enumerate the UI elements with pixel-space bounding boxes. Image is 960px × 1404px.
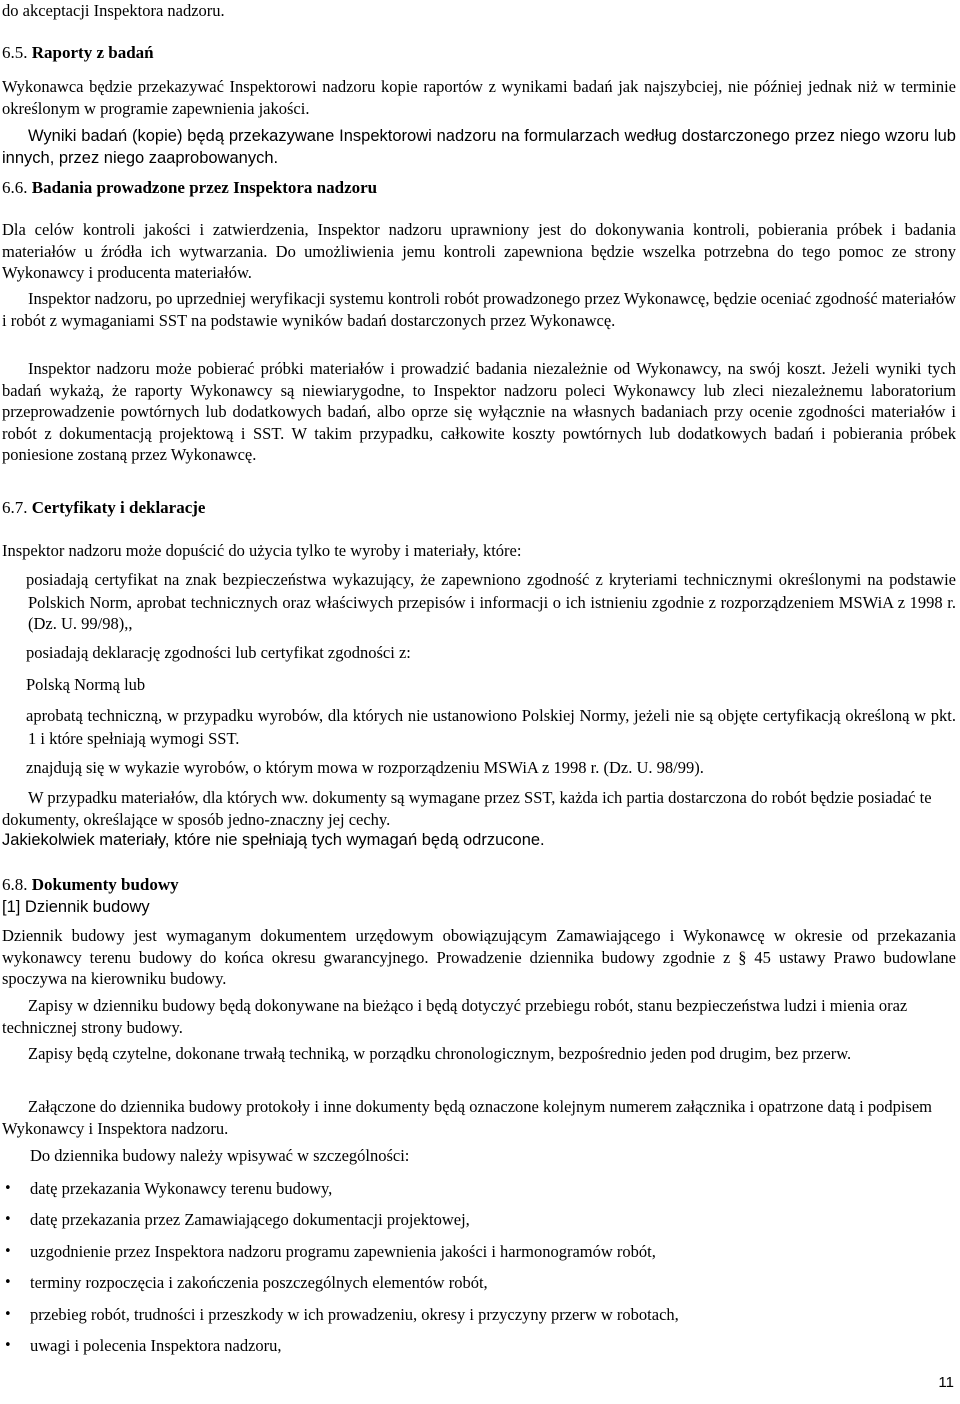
paragraph: Dziennik budowy jest wymaganym dokumentem urzędowym obowiązującym Zamawiającego i Wykonawcę w okresie od przekazania wykonawcy terenu budowy do końca okresu gwarancyjnego. Prowadzenie dziennika budowy zgodnie z § 45 ustawy Prawo budowlane spoczywa na kierowniku budowy. (2, 926, 956, 988)
list-item (2, 569, 956, 635)
bullet-text: uzgodnienie przez Inspektora nadzoru programu zapewnienia jakości i harmonogramów robót, (30, 1242, 656, 1261)
item-number (2, 643, 26, 665)
page-number: 11 (938, 1374, 954, 1391)
continuation-line: do akceptacji Inspektora nadzoru. (2, 1, 225, 20)
paragraph: Zapisy w dzienniku budowy będą dokonywane na bieżąco i będą dotyczyć przebiegu robót, stanu bezpieczeństwa ludzi i mienia oraz technicznej strony budowy. (2, 996, 908, 1037)
item-text: znajdują się w wykazie wyrobów, o którym mowa w rozporządzeniu MSWiA z 1998 r. (Dz. U. 98/99). (26, 758, 704, 777)
section-title: Dokumenty budowy (31, 875, 179, 894)
subheading: [1] Dziennik budowy (2, 898, 150, 916)
paragraph: Inspektor nadzoru może dopuścić do użycia tylko te wyroby i materiały, które: (2, 541, 522, 560)
list-item (2, 674, 956, 697)
item-text: posiadają deklarację zgodności lub certyfikat zgodności z: (26, 643, 411, 662)
list-item (2, 705, 956, 749)
item-number (2, 570, 26, 592)
section-number: 6.6. (2, 178, 28, 197)
bullet-text: datę przekazania przez Zamawiającego dokumentacji projektowej, (30, 1210, 470, 1229)
item-text: posiadają certyfikat na znak bezpieczeństwa wykazujący, że zapewniono zgodność z kryteriami technicznymi określonymi na podstawie Polskich Norm, aprobat technicznych oraz właściwych przepisów i informacji o ich istnieniu zgodnie z rozporządzeniem MSWiA z 1998 r. (Dz. U. 99/98),, (26, 570, 956, 633)
section-heading-6-8 (2, 874, 956, 896)
bullet-icon: • (4, 1338, 12, 1353)
item-number (2, 758, 26, 780)
paragraph-part: Do umożliwienia jemu kontroli zapewniona będzie wszelka potrzebna do tego pomoc ze strony Wykonawcy i producenta materiałów. (2, 241, 957, 282)
paragraph: W przypadku materiałów, dla których ww. dokumenty są wymagane przez SST, każda ich partia dostarczona do robót będzie posiadać te dokumenty, określające w sposób jedno-znaczny jej cechy. (2, 788, 932, 829)
paragraph: Załączone do dziennika budowy protokoły i inne dokumenty będą oznaczone kolejnym numerem załącznika i opatrzone datą i podpisem Wykonawcy i Inspektora nadzoru. (2, 1097, 932, 1138)
item-text: Polską Normą lub (26, 675, 146, 694)
paragraph: Wykonawca będzie przekazywać Inspektorowi nadzoru kopie raportów z wynikami badań jak najszybciej, nie później jednak niż w terminie określonym w programie zapewnienia jakości. (2, 77, 956, 118)
list-item (2, 642, 956, 665)
bullet-text: uwagi i polecenia Inspektora nadzoru, (30, 1336, 282, 1355)
list-item (2, 757, 956, 780)
paragraph: Wyniki badań (kopie) będą przekazywane Inspektorowi nadzoru na formularzach według dostarczonego przez niego wzoru lub innych, przez niego zaaprobowanych. (2, 127, 956, 167)
paragraph: Zapisy będą czytelne, dokonane trwałą techniką, w porządku chronologicznym, bezpośrednio jeden pod drugim, bez przerw. (28, 1044, 852, 1063)
bullet-icon: • (4, 1275, 12, 1290)
paragraph: Do dziennika budowy należy wpisywać w szczególności: (30, 1146, 410, 1165)
section-number: 6.7. (2, 498, 28, 517)
item-number (2, 706, 26, 728)
bullet-icon: • (4, 1212, 12, 1227)
paragraph-part: Dla celów kontroli jakości i zatwierdzenia, Inspektor nadzoru uprawniony jest do dokonywania kontroli, pobierania próbek i badania materiałów u źródła ich wytwarzania. (2, 220, 956, 261)
section-title: Badania prowadzone przez Inspektora nadzoru (31, 178, 378, 197)
paragraph: Inspektor nadzoru, po uprzedniej weryfikacji systemu kontroli robót prowadzonego przez Wykonawcę, będzie oceniać zgodność materiałów i robót z wymaganiami SST na podstawie wyników badań dostarczonych przez Wykonawcę. (2, 289, 956, 330)
section-title: Raporty z badań (31, 43, 154, 62)
section-number: 6.5. (2, 43, 28, 62)
bullet-text: terminy rozpoczęcia i zakończenia poszczególnych elementów robót, (30, 1273, 488, 1292)
paragraph: Jakiekolwiek materiały, które nie spełniają tych wymagań będą odrzucone. (2, 831, 545, 849)
section-number: 6.8. (2, 875, 28, 894)
section-heading-6-5 (2, 42, 956, 64)
item-number (2, 675, 26, 697)
bullet-icon: • (4, 1181, 12, 1196)
paragraph (2, 219, 956, 284)
bullet-text: datę przekazania Wykonawcy terenu budowy, (30, 1179, 333, 1198)
section-title: Certyfikaty i deklaracje (31, 498, 206, 517)
paragraph: Inspektor nadzoru może pobierać próbki materiałów i prowadzić badania niezależnie od Wykonawcy, na swój koszt. Jeżeli wyniki tych badań wykażą, że raporty Wykonawcy są niewiarygodne, to Inspektor nadzoru poleci Wykonawcy lub zleci niezależnemu laboratorium przeprowadzenie powtórnych lub dodatkowych badań, albo oprze się wyłącznie na własnych badaniach przy ocenie zgodności materiałów i robót z dokumentacją projektową i SST. W takim przypadku, całkowite koszty powtórnych lub dodatkowych badań i pobierania próbek poniesione zostaną przez Wykonawcę. (2, 359, 956, 464)
section-heading-6-6 (2, 177, 956, 199)
bullet-icon: • (4, 1244, 12, 1259)
item-text: aprobatą techniczną, w przypadku wyrobów, dla których nie ustanowiono Polskiej Normy, jeżeli nie są objęte certyfikacją określoną w pkt. 1 i które spełniają wymogi SST. (26, 706, 956, 748)
section-heading-6-7 (2, 497, 956, 519)
bullet-text: przebieg robót, trudności i przeszkody w ich prowadzeniu, okresy i przyczyny przerw w robotach, (30, 1305, 679, 1324)
bullet-icon: • (4, 1307, 12, 1322)
